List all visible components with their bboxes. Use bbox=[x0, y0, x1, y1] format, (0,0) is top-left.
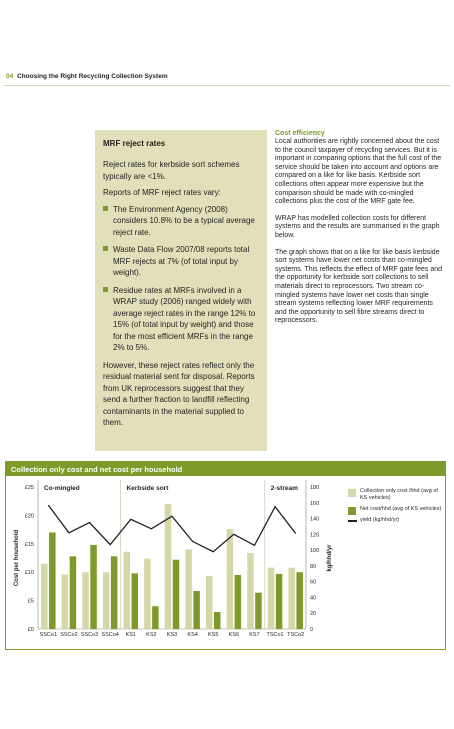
x-tick-label: KS4 bbox=[187, 632, 198, 638]
mrf-conclusion: However, these reject rates reflect only the residual material sent for disposal. Reports from UK reprocessors suggest that they send a further fraction to landfill reflecting contaminants in the material supplied to them. bbox=[103, 360, 255, 427]
bar-collection-cost bbox=[227, 529, 234, 629]
bar-net-cost bbox=[111, 556, 118, 629]
bar-net-cost bbox=[214, 612, 221, 629]
group-label: 2-stream bbox=[270, 485, 298, 492]
y-tick-label: £5 bbox=[27, 598, 34, 605]
mrf-intro: Reject rates for kerbside sort schemes typically are <1%. bbox=[103, 160, 240, 181]
x-tick-label: SSCo3 bbox=[80, 632, 99, 638]
bar-net-cost bbox=[276, 574, 283, 629]
bar-net-cost bbox=[90, 545, 97, 629]
cost-chart bbox=[5, 461, 446, 650]
bar-collection-cost bbox=[206, 576, 213, 629]
bullet-square-icon bbox=[103, 246, 108, 251]
bar-net-cost bbox=[132, 573, 139, 629]
bar-net-cost bbox=[152, 606, 159, 629]
y2-tick-label: 120 bbox=[310, 532, 320, 539]
cost-efficiency-title: Cost efficiency bbox=[275, 130, 325, 137]
mrf-bullet-list bbox=[103, 204, 259, 354]
page-header bbox=[4, 72, 450, 86]
bullet-square-icon bbox=[103, 287, 108, 292]
x-tick-label: KS6 bbox=[228, 632, 240, 638]
legend-line-swatch bbox=[348, 520, 357, 522]
y-tick-label: £20 bbox=[24, 513, 34, 520]
list-item: Waste Data Flow 2007/08 reports total MRF rejects at 7% (of total input by weight). bbox=[103, 244, 259, 279]
bar-collection-cost bbox=[268, 568, 275, 629]
y2-tick-label: 180 bbox=[310, 485, 320, 491]
y2-tick-label: 20 bbox=[310, 611, 317, 618]
bar-collection-cost bbox=[144, 559, 151, 629]
mrf-box-title: MRF reject rates bbox=[103, 139, 166, 148]
x-tick-label: SSCo4 bbox=[101, 632, 119, 638]
y2-tick-label: 100 bbox=[310, 548, 320, 555]
bar-collection-cost bbox=[82, 572, 89, 629]
bar-net-cost bbox=[70, 556, 77, 629]
bar-net-cost bbox=[235, 575, 242, 629]
chart-legend bbox=[348, 488, 443, 528]
y2-tick-label: 160 bbox=[310, 500, 320, 507]
mrf-reject-rates-box bbox=[95, 130, 267, 451]
legend-item-yield: yield (kg/hhd/yr) bbox=[348, 517, 443, 524]
bullet-square-icon bbox=[103, 206, 108, 211]
x-tick-label: SSCo2 bbox=[60, 632, 78, 638]
bar-collection-cost bbox=[62, 574, 69, 629]
legend-swatch bbox=[348, 489, 356, 497]
y2-tick-label: 60 bbox=[310, 579, 317, 586]
cost-paragraph: WRAP has modelled collection costs for different systems and the results are summarised in the graph below. bbox=[275, 214, 440, 239]
legend-item-net-cost: Net cost/hhd (avg of KS vehicles) bbox=[348, 506, 443, 513]
y-axis-title: Cost per household bbox=[14, 529, 20, 587]
y-tick-label: £0 bbox=[27, 627, 34, 633]
bar-collection-cost bbox=[103, 572, 110, 629]
x-tick-label: KS2 bbox=[146, 632, 157, 638]
bar-net-cost bbox=[193, 591, 200, 629]
y2-tick-label: 0 bbox=[310, 627, 314, 633]
chart-title: Collection only cost and net cost per household bbox=[6, 462, 445, 476]
bar-net-cost bbox=[173, 560, 180, 629]
list-item: Residue rates at MRFs involved in a WRAP study (2006) ranged widely with average reject rates in the range 12% to 15% (of total input by weight) and those for the most efficient MRFs in the range 2% to 5%. bbox=[103, 285, 259, 354]
cost-paragraph: The graph shows that on a like for like basis kerbside sort systems have lower net costs than co-mingled systems. This reflects the effect of MRF gate fees and the opportunity for kerbside sort collections to sell materials direct to reprocessors. Two stream co-mingled systems have lower net costs than single stream systems reflecting lower MRF requirements and the opportunity to sell fibre streams direct to reprocessors. bbox=[275, 248, 443, 325]
group-label: Co-mingled bbox=[44, 485, 80, 492]
bar-collection-cost bbox=[124, 552, 130, 629]
x-tick-label: TSCo2 bbox=[287, 632, 305, 638]
x-tick-label: KS5 bbox=[208, 632, 219, 638]
bar-net-cost bbox=[255, 593, 262, 629]
yield-line bbox=[48, 505, 295, 552]
bar-collection-cost bbox=[247, 553, 254, 629]
bar-collection-cost bbox=[185, 549, 192, 629]
x-tick-label: KS7 bbox=[249, 632, 260, 638]
y2-tick-label: 140 bbox=[310, 516, 320, 523]
list-item: The Environment Agency (2008) considers 10.8% to be a typical average reject rate. bbox=[103, 204, 259, 239]
bar-net-cost bbox=[49, 532, 56, 629]
page-number: 04 bbox=[6, 73, 14, 80]
mrf-reports-intro: Reports of MRF reject rates vary: bbox=[103, 188, 221, 197]
page-header-title: Choosing the Right Recycling Collection System bbox=[17, 73, 168, 80]
bar-collection-cost bbox=[165, 504, 172, 629]
bar-net-cost bbox=[296, 572, 303, 629]
legend-item-collection-cost: Collection only cost /hhd (avg of KS vehicles) bbox=[348, 488, 443, 502]
y2-tick-label: 40 bbox=[310, 595, 317, 602]
x-tick-label: TSCo1 bbox=[266, 632, 284, 638]
x-tick-label: SSCo1 bbox=[39, 632, 58, 638]
legend-swatch bbox=[348, 507, 356, 515]
y2-axis-title: kg/hhd/yr bbox=[327, 544, 333, 572]
y2-tick-label: 80 bbox=[310, 563, 317, 570]
bar-collection-cost bbox=[41, 564, 48, 629]
x-tick-label: KS3 bbox=[166, 632, 178, 638]
y-tick-label: £10 bbox=[24, 570, 34, 577]
bar-collection-cost bbox=[288, 568, 295, 629]
x-tick-label: KS1 bbox=[125, 632, 136, 638]
group-label: Kerbside sort bbox=[126, 485, 169, 492]
cost-efficiency-section bbox=[275, 130, 445, 334]
y-tick-label: £15 bbox=[24, 541, 34, 548]
cost-paragraph: Local authorities are rightly concerned about the cost to the council taxpayer of recycling services. But it is important in comparing options that the full cost of the service should be taken into account and options are compared on a like for like basis. Kerbside sort collections often appear more expensive but the comparison should be made with co-mingled collections plus the cost of the MRF gate fee. bbox=[275, 138, 442, 206]
y-tick-label: £25 bbox=[24, 485, 34, 491]
